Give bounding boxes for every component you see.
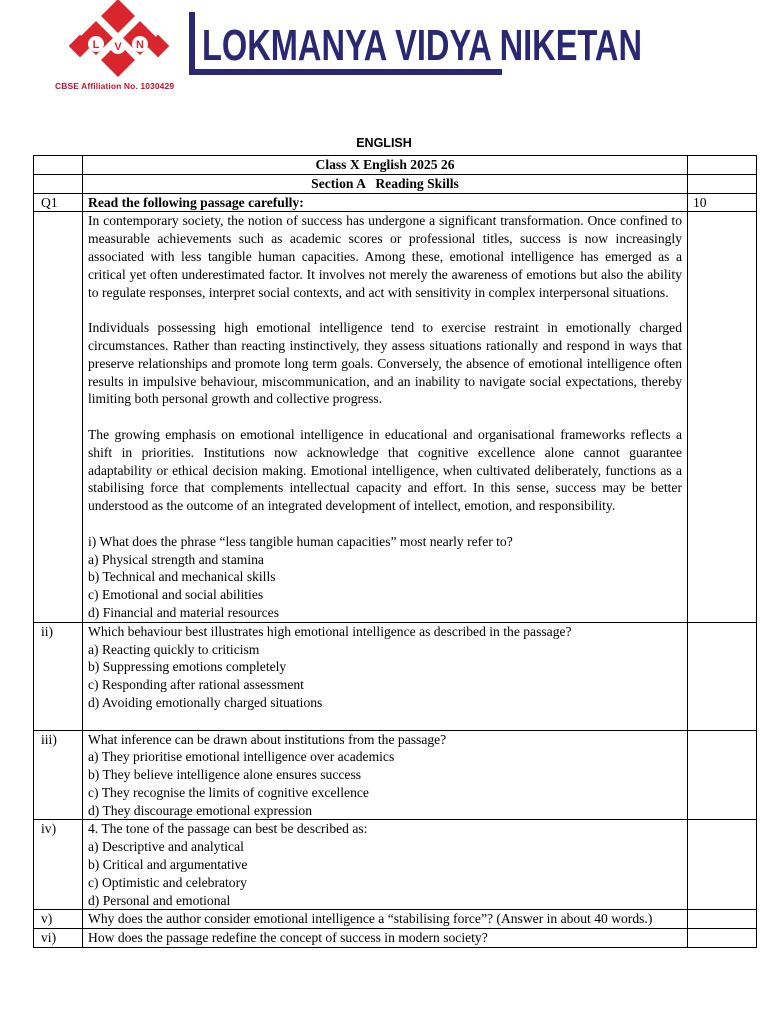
question-number: iv) [34, 820, 83, 910]
table-row [34, 730, 757, 820]
option: a) Physical strength and stamina [88, 551, 264, 567]
option: b) Technical and mechanical skills [88, 569, 276, 585]
table-row [34, 929, 757, 948]
option: b) Critical and argumentative [88, 857, 248, 873]
option: a) Reacting quickly to criticism [88, 641, 260, 657]
table-row [34, 212, 757, 622]
affiliation-number: CBSE Affiliation No. 1030429 [55, 81, 175, 91]
question-text: i) What does the phrase “less tangible human capacities” most nearly refer to? [88, 533, 513, 549]
question-paper-table [33, 155, 757, 948]
option: c) They recognise the limits of cognitive excellence [88, 784, 369, 800]
option: d) Financial and material resources [88, 604, 279, 620]
option: d) Avoiding emotionally charged situations [88, 694, 323, 710]
empty-cell [688, 820, 757, 910]
table-row [34, 156, 757, 175]
question-cell [83, 622, 688, 730]
school-header [0, 0, 768, 100]
option: a) They prioritise emotional intelligence over academics [88, 749, 395, 765]
logo-letter-n: N [136, 39, 144, 51]
passage-paragraph: Individuals possessing high emotional intelligence tend to exercise restraint in emotionally charged circumstances. Rather than reacting instinctively, they assess situations rationally and respond in ways that preserve relationships and promote long term goals. Conversely, the absence of emotional intelligence often results in impulsive behaviour, miscommunication, and an inability to navigate social expectations, thereby limiting both personal growth and collective progress. [88, 320, 682, 407]
question-text: Which behaviour best illustrates high emotional intelligence as described in the passage? [88, 623, 572, 639]
empty-cell [34, 156, 83, 175]
question-number: vi) [34, 929, 83, 948]
option: c) Responding after rational assessment [88, 677, 304, 693]
option: c) Optimistic and celebratory [88, 874, 247, 890]
empty-cell [688, 622, 757, 730]
question-instruction: Read the following passage carefully: [83, 193, 688, 212]
subject-title: ENGLISH [356, 136, 412, 150]
question-number: v) [34, 910, 83, 929]
empty-cell [34, 212, 83, 622]
table-row [34, 910, 757, 929]
empty-cell [688, 174, 757, 193]
logo-letter-l: L [92, 39, 100, 51]
passage-cell [83, 212, 688, 622]
table-row [34, 174, 757, 193]
section-title: Section A Reading Skills [83, 174, 688, 193]
question-text: Why does the author consider emotional intelligence a “stabilising force”? (Answer in about 40 words.) [83, 910, 688, 929]
school-logo-icon [66, 2, 172, 80]
school-name-logotype [186, 8, 646, 78]
option: a) Descriptive and analytical [88, 839, 244, 855]
question-number: Q1 [34, 193, 83, 212]
empty-cell [34, 174, 83, 193]
passage-paragraph: In contemporary society, the notion of success has undergone a significant transformation. Once confined to measurable achievements such as academic scores or professional titles, success is now increasingly associated with less tangible human capacities. Among these, emotional intelligence has emerged as a critical yet often underestimated factor. It involves not merely the awareness of emotions but also the ability to regulate responses, interpret social contexts, and act with sensitivity in complex interpersonal situations. [88, 213, 682, 300]
option: b) They believe intelligence alone ensures success [88, 767, 362, 783]
question-text: How does the passage redefine the concept of success in modern society? [83, 929, 688, 948]
marks: 10 [688, 193, 757, 212]
option: c) Emotional and social abilities [88, 587, 264, 603]
empty-cell [688, 156, 757, 175]
school-name: LOKMANYA VIDYA NIKETAN [202, 21, 642, 70]
paper-title: Class X English 2025 26 [83, 156, 688, 175]
empty-cell [688, 910, 757, 929]
table-row [34, 820, 757, 910]
logo-letter-v: V [114, 41, 122, 53]
empty-cell [688, 929, 757, 948]
question-number: iii) [34, 730, 83, 820]
empty-cell [688, 730, 757, 820]
question-number: ii) [34, 622, 83, 730]
passage-paragraph: The growing emphasis on emotional intelligence in educational and organisational frameworks reflects a shift in priorities. Institutions now acknowledge that cognitive excellence alone cannot guarantee adaptability or ethical decision making. Emotional intelligence, when cultivated deliberately, functions as a stabilising force that complements intellectual capacity and effort. In this sense, success may be better understood as the outcome of an integrated development of intellect, emotion, and responsibility. [88, 426, 682, 514]
empty-cell [688, 212, 757, 622]
option: b) Suppressing emotions completely [88, 659, 287, 675]
question-text: What inference can be drawn about institutions from the passage? [88, 731, 447, 747]
option: d) They discourage emotional expression [88, 802, 312, 818]
question-cell [83, 820, 688, 910]
question-cell [83, 730, 688, 820]
option: d) Personal and emotional [88, 892, 231, 908]
table-row [34, 622, 757, 730]
question-text: 4. The tone of the passage can best be described as: [88, 821, 368, 837]
table-row [34, 193, 757, 212]
